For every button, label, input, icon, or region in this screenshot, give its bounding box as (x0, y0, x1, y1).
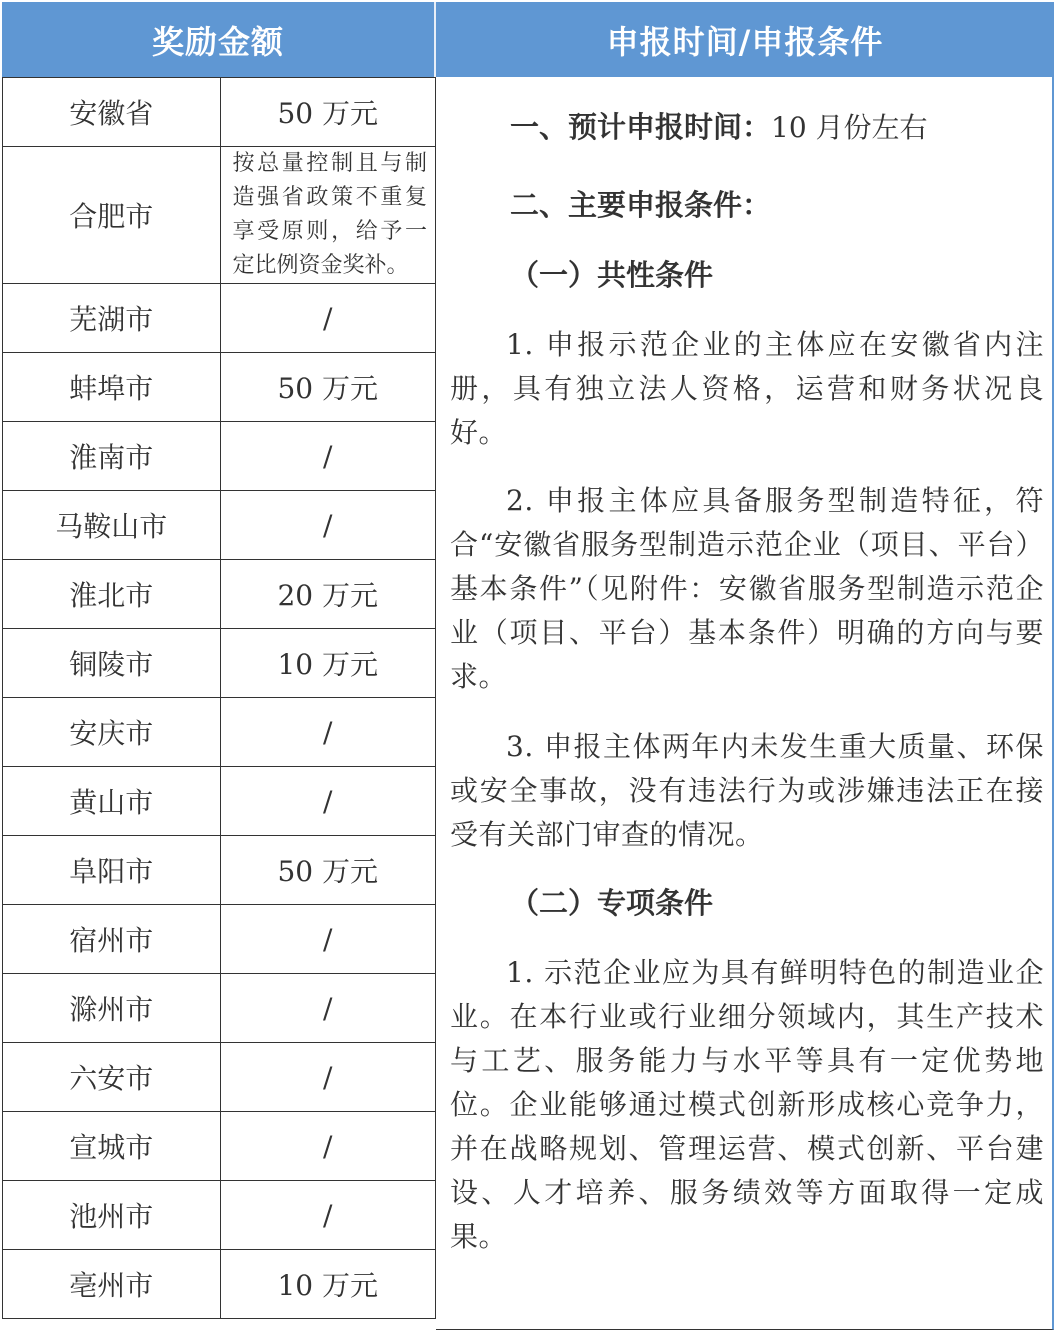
conditions-header: 申报时间/申报条件 (436, 2, 1054, 77)
table-row (3, 629, 436, 698)
table-row (3, 284, 436, 353)
city-cell: 淮北市 (3, 560, 221, 629)
city-cell: 合肥市 (3, 147, 221, 284)
city-cell: 滁州市 (3, 974, 221, 1043)
table-row (3, 422, 436, 491)
main-conditions-heading: 二、主要申报条件： (510, 188, 772, 222)
amount-cell: / (220, 1043, 436, 1112)
city-cell: 亳州市 (3, 1250, 221, 1319)
amount-cell: 10 万元 (220, 629, 436, 698)
amount-cell: / (220, 1181, 436, 1250)
common-condition-item: 2. 申报主体应具备服务型制造特征，符合“安徽省服务型制造示范企业（项目、平台）基本条件”（见附件：安徽省服务型制造示范企业（项目、平台）基本条件）明确的方向与要求。 (450, 484, 1044, 693)
common-conditions-heading: （一）共性条件 (510, 258, 714, 292)
amount-cell: 50 万元 (220, 836, 436, 905)
city-cell: 阜阳市 (3, 836, 221, 905)
special-conditions-heading: （二）专项条件 (510, 886, 714, 920)
reward-table (2, 77, 436, 1319)
city-cell: 安徽省 (3, 78, 221, 147)
amount-cell: / (220, 491, 436, 560)
table-row (3, 560, 436, 629)
table-row (3, 1043, 436, 1112)
city-cell: 蚌埠市 (3, 353, 221, 422)
apply-time-label: 一、预计申报时间： (510, 110, 772, 144)
apply-time-line (450, 105, 1044, 150)
conditions-panel (436, 77, 1054, 1330)
amount-cell: / (220, 767, 436, 836)
amount-cell: / (220, 974, 436, 1043)
common-condition-item: 1. 申报示范企业的主体应在安徽省内注册，具有独立法人资格，运营和财务状况良好。 (450, 328, 1044, 449)
city-cell: 六安市 (3, 1043, 221, 1112)
city-cell: 池州市 (3, 1181, 221, 1250)
table-row (3, 905, 436, 974)
city-cell: 铜陵市 (3, 629, 221, 698)
amount-cell: / (220, 698, 436, 767)
table-row (3, 836, 436, 905)
amount-cell: 10 万元 (220, 1250, 436, 1319)
table-row (3, 78, 436, 147)
city-cell: 淮南市 (3, 422, 221, 491)
amount-cell: / (220, 905, 436, 974)
table-row (3, 698, 436, 767)
table-row (3, 1181, 436, 1250)
amount-cell: / (220, 284, 436, 353)
table-row (3, 767, 436, 836)
amount-cell: 50 万元 (220, 78, 436, 147)
city-cell: 宿州市 (3, 905, 221, 974)
city-cell: 芜湖市 (3, 284, 221, 353)
table-row (3, 1112, 436, 1181)
table-row (3, 491, 436, 560)
table-row (3, 353, 436, 422)
amount-note-cell: 按总量控制且与制造强省政策不重复享受原则，给予一定比例资金奖补。 (220, 147, 436, 284)
city-cell: 宣城市 (3, 1112, 221, 1181)
special-condition-item: 1. 示范企业应为具有鲜明特色的制造业企业。在本行业或行业细分领域内，其生产技术与工艺、服务能力与水平等具有一定优势地位。企业能够通过模式创新形成核心竞争力，并在战略规划、管理运营、模式创新、平台建设、人才培养、服务绩效等方面取得一定成果。 (450, 956, 1044, 1253)
city-cell: 安庆市 (3, 698, 221, 767)
amount-cell: 50 万元 (220, 353, 436, 422)
table-row (3, 147, 436, 284)
amount-cell: / (220, 1112, 436, 1181)
amount-cell: 20 万元 (220, 560, 436, 629)
table-row (3, 1250, 436, 1319)
city-cell: 马鞍山市 (3, 491, 221, 560)
apply-time-value: 10 月份左右 (771, 111, 928, 144)
table-row (3, 974, 436, 1043)
common-condition-item: 3. 申报主体两年内未发生重大质量、环保或安全事故，没有违法行为或涉嫌违法正在接受有关部门审查的情况。 (450, 730, 1044, 851)
city-cell: 黄山市 (3, 767, 221, 836)
reward-amount-header: 奖励金额 (2, 2, 434, 77)
amount-cell: / (220, 422, 436, 491)
